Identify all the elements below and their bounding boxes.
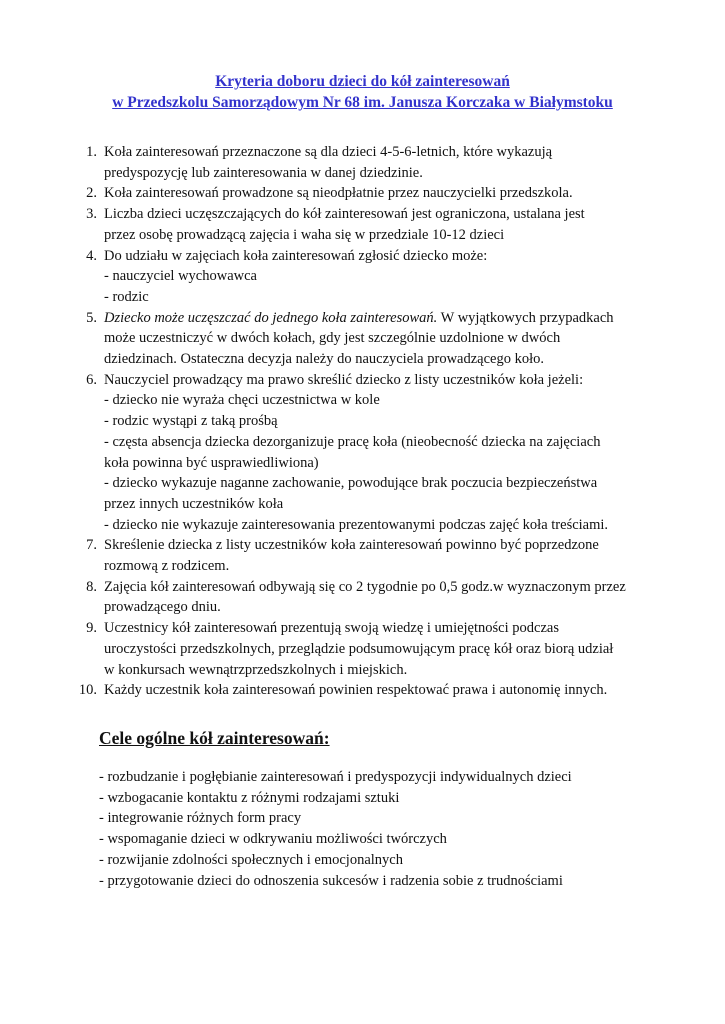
- item-line: może uczestniczyć w dwóch kołach, gdy jest szczególnie uzdolnione w dwóch: [104, 330, 561, 347]
- item-number: 8.: [86, 578, 97, 595]
- item-line: Zajęcia kół zainteresowań odbywają się co 2 tygodnie po 0,5 godz.w wyznaczonym przez: [104, 578, 626, 595]
- title-line-2: w Przedszkolu Samorządowym Nr 68 im. Janusza Korczaka w Białymstoku: [112, 94, 613, 111]
- list-item: [64, 618, 674, 680]
- item-line: koła powinna być usprawiedliwiona): [104, 454, 319, 471]
- item-line: [104, 308, 674, 329]
- item-line: uroczystości przedszkolnych, przeglądzie podsumowującym pracę kół oraz biorą udział: [104, 640, 614, 657]
- item-line: w konkursach wewnątrzprzedszkolnych i miejskich.: [104, 661, 408, 678]
- item-line: predyspozycję lub zainteresowania w danej dziedzinie.: [104, 164, 423, 181]
- item-line: - dziecko wykazuje naganne zachowanie, powodujące brak poczucia bezpieczeństwa: [104, 475, 598, 492]
- item-line-rest: W wyjątkowych przypadkach: [437, 309, 614, 326]
- goals-heading: Cele ogólne kół zainteresowań:: [99, 728, 330, 748]
- item-line: Uczestnicy kół zainteresowań prezentują swoją wiedzę i umiejętności podczas: [104, 620, 559, 637]
- item-number: 3.: [86, 206, 97, 223]
- list-item: [64, 142, 674, 183]
- item-number: 7.: [86, 537, 97, 554]
- goal-item: - przygotowanie dzieci do odnoszenia sukcesów i radzenia sobie z trudnościami: [99, 872, 563, 889]
- item-line: - dziecko nie wykazuje zainteresowania prezentowanymi podczas zajęć koła treściami.: [104, 516, 609, 533]
- item-line: rozmową z rodzicem.: [104, 558, 230, 575]
- item-line: Liczba dzieci uczęszczających do kół zainteresowań jest ograniczona, ustalana jest: [104, 206, 585, 223]
- goal-item: - rozbudzanie i pogłębianie zainteresowań i predyspozycji indywidualnych dzieci: [99, 769, 572, 785]
- item-number: 9.: [86, 620, 97, 637]
- item-line: - dziecko nie wyraża chęci uczestnictwa w kole: [104, 392, 380, 409]
- goal-item: - rozwijanie zdolności społecznych i emocjonalnych: [99, 851, 403, 868]
- item-line: przez osobę prowadzącą zajęcia i waha się w przedziale 10-12 dzieci: [104, 226, 505, 243]
- item-line: Koła zainteresowań prowadzone są nieodpłatnie przez nauczycielki przedszkola.: [104, 185, 573, 202]
- item-line: - częsta absencja dziecka dezorganizuje pracę koła (nieobecność dziecka na zajęciach: [104, 433, 601, 450]
- item-number: 6.: [86, 371, 97, 388]
- list-item: [64, 577, 674, 618]
- item-line: Koła zainteresowań przeznaczone są dla dzieci 4-5-6-letnich, które wykazują: [104, 144, 553, 160]
- list-item: [64, 246, 674, 308]
- goal-item: - integrowanie różnych form pracy: [99, 810, 302, 827]
- item-line: prowadzącego dniu.: [104, 599, 221, 616]
- list-item: [64, 680, 674, 701]
- criteria-list: [64, 142, 674, 701]
- item-line: Skreślenie dziecka z listy uczestników koła zainteresowań powinno być poprzedzone: [104, 537, 599, 554]
- list-item: [64, 183, 674, 204]
- item-number: 2.: [86, 185, 97, 202]
- item-number: 4.: [86, 247, 97, 264]
- item-line: Nauczyciel prowadzący ma prawo skreślić dziecko z listy uczestników koła jeżeli:: [104, 371, 584, 388]
- item-line: dziedzinach. Ostateczna decyzja należy do nauczyciela prowadzącego koło.: [104, 351, 544, 368]
- goal-item: - wspomaganie dzieci w odkrywaniu możliwości twórczych: [99, 831, 447, 848]
- list-item: [64, 204, 674, 245]
- item-line: - nauczyciel wychowawca: [104, 268, 257, 285]
- item-line: Każdy uczestnik koła zainteresowań powinien respektować prawa i autonomię innych.: [104, 682, 608, 699]
- item-line: Do udziału w zajęciach koła zainteresowań zgłosić dziecko może:: [104, 247, 488, 264]
- list-item: [64, 535, 674, 576]
- list-item: [64, 308, 674, 370]
- item-number: 1.: [86, 144, 97, 160]
- item-line: - rodzic wystąpi z taką prośbą: [104, 413, 278, 430]
- title-line-1: Kryteria doboru dzieci do kół zainteresowań: [215, 73, 510, 90]
- item-number: 10.: [78, 682, 97, 699]
- list-item: [64, 370, 674, 536]
- item-number: 5.: [86, 309, 97, 326]
- item-emphasis: Dziecko może uczęszczać do jednego koła zainteresowań.: [104, 309, 438, 326]
- goals-list: [99, 767, 572, 891]
- goal-item: - wzbogacanie kontaktu z różnymi rodzajami sztuki: [99, 789, 400, 806]
- item-line: przez innych uczestników koła: [104, 495, 284, 512]
- item-line: - rodzic: [104, 288, 149, 305]
